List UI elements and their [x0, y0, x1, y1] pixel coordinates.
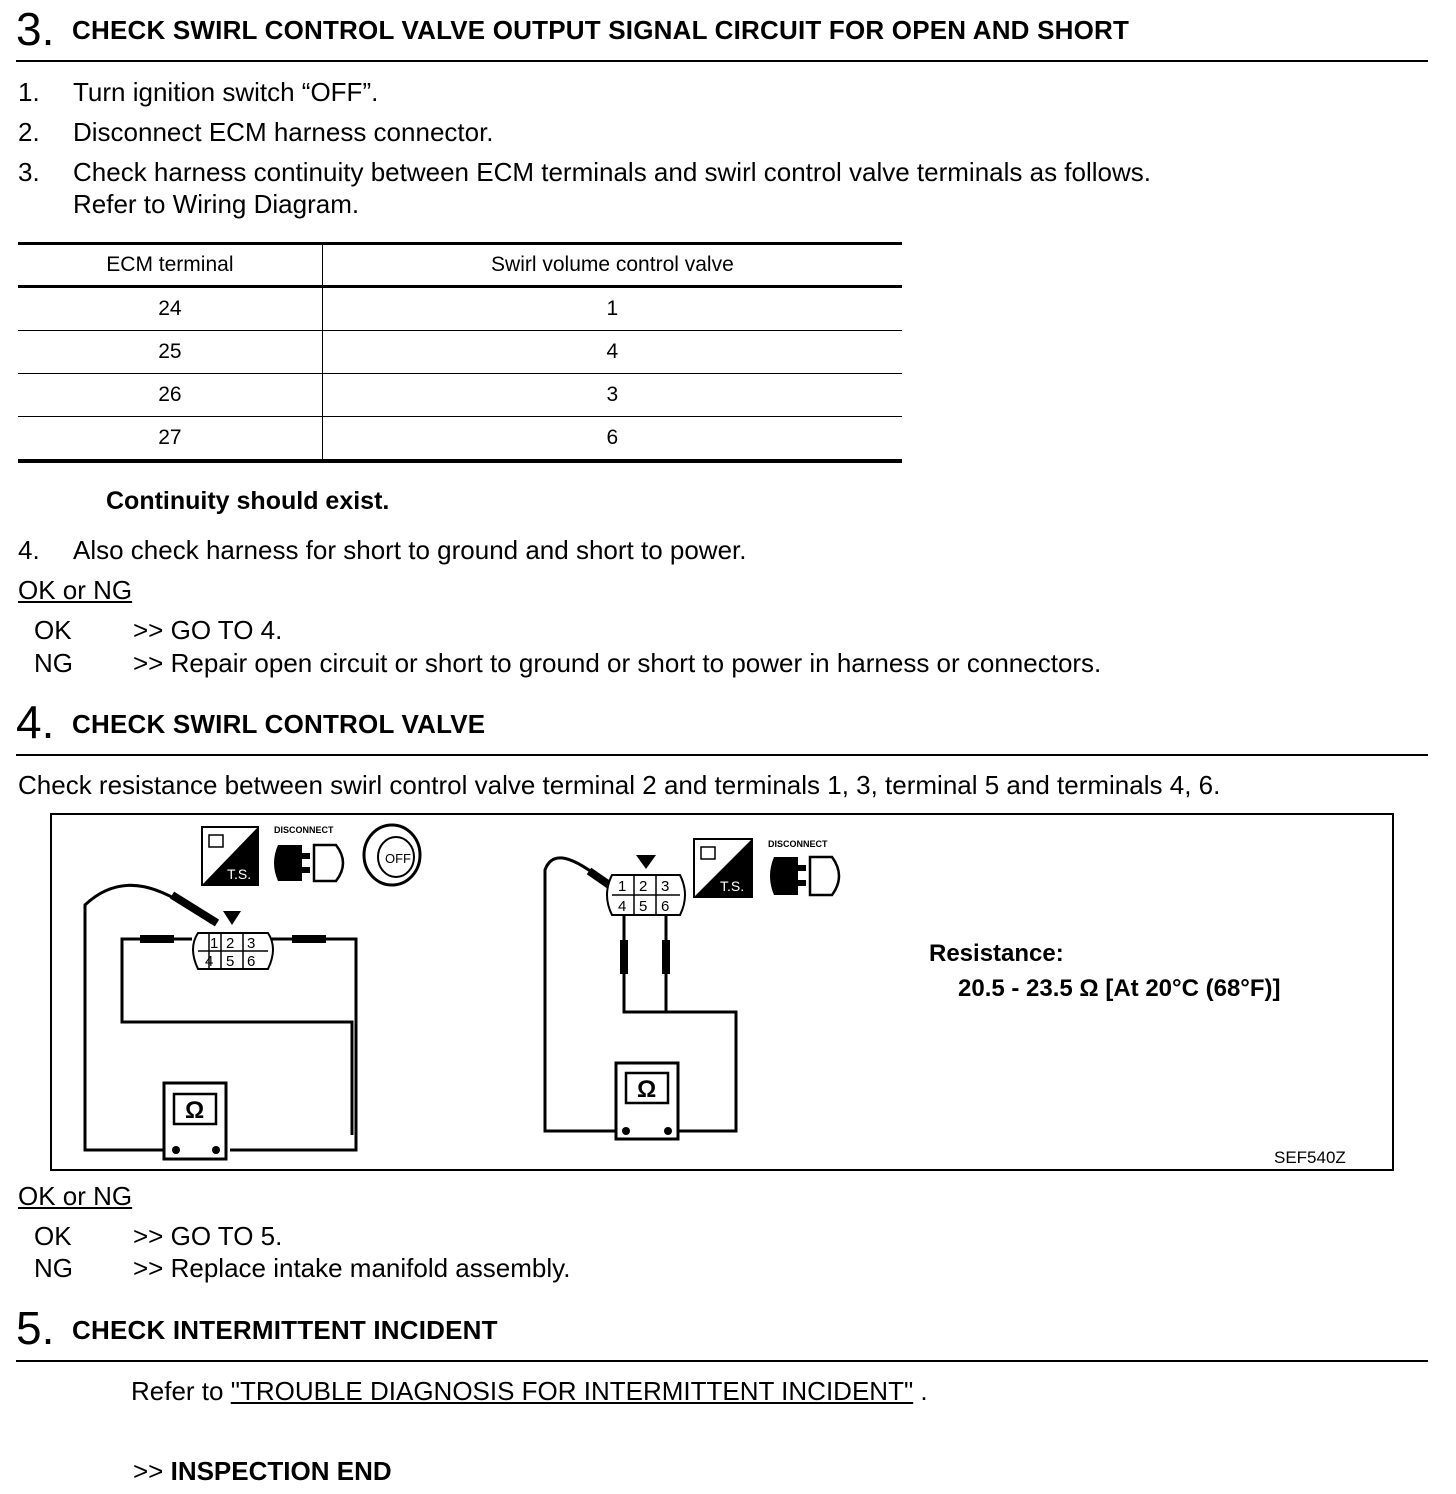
svg-text:3: 3 [247, 935, 256, 952]
resistance-label: Resistance: [929, 940, 1064, 967]
step4-divider [16, 754, 1428, 756]
step5-title: CHECK INTERMITTENT INCIDENT [72, 1315, 498, 1345]
test-station-icon [694, 839, 752, 897]
step3-ok-action[interactable]: >> GO TO 4. [133, 615, 283, 645]
step4-title: CHECK SWIRL CONTROL VALVE [72, 709, 486, 739]
continuity-note: Continuity should exist. [106, 487, 390, 515]
svg-text:2: 2 [639, 878, 648, 895]
step5-divider [16, 1360, 1428, 1362]
test-station-icon [202, 827, 258, 885]
table-row [18, 287, 902, 331]
step3-ng-label: NG [34, 648, 73, 678]
step3-ok-label: OK [34, 615, 72, 645]
step3-title: CHECK SWIRL CONTROL VALVE OUTPUT SIGNAL CIRCUIT FOR OPEN AND SHORT [72, 15, 1130, 45]
svg-text:1: 1 [210, 935, 219, 952]
resistance-value: 20.5 - 23.5 Ω [At 20°C (68°F)] [958, 975, 1281, 1002]
step4-result-heading: OK or NG [18, 1181, 133, 1211]
figure-id: SEF540Z [1274, 1148, 1346, 1167]
disconnect-icon [768, 839, 839, 895]
step3-item2-num: 2. [18, 117, 40, 147]
continuity-table [18, 242, 902, 463]
svg-text:DISCONNECT: DISCONNECT [274, 825, 334, 835]
svg-text:5: 5 [226, 953, 235, 970]
svg-text:1: 1 [618, 878, 627, 895]
step3-item4-text: Also check harness for short to ground and short to power. [73, 535, 747, 565]
end-prefix: >> [133, 1456, 171, 1486]
refer-prefix: Refer to [131, 1376, 231, 1406]
step3-result-heading: OK or NG [18, 575, 133, 605]
svg-text:6: 6 [661, 898, 670, 915]
swirl-valve-connector-right [607, 855, 685, 915]
step3-item3-text: Check harness continuity between ECM terminals and swirl control valve terminals as follows. [73, 157, 1151, 187]
step3-item2-text: Disconnect ECM harness connector. [73, 117, 494, 147]
table-cell: 25 [18, 331, 322, 374]
table-cell: 27 [18, 417, 322, 462]
ignition-off-icon [364, 825, 420, 885]
table-row [18, 374, 902, 417]
table-header-valve: Swirl volume control valve [322, 244, 902, 287]
intermittent-incident-link[interactable]: "TROUBLE DIAGNOSIS FOR INTERMITTENT INCIDENT" [230, 1376, 914, 1406]
svg-text:T.S.: T.S. [720, 878, 745, 894]
svg-text:Ω: Ω [185, 1097, 205, 1124]
table-cell: 4 [322, 331, 902, 374]
step3-item3-num: 3. [18, 157, 40, 187]
table-row [18, 417, 902, 462]
inspection-end-label: INSPECTION END [170, 1456, 392, 1486]
refer-suffix: . [913, 1376, 928, 1406]
step4-ok-label: OK [34, 1221, 72, 1251]
step3-divider [16, 60, 1428, 62]
step5-refer [131, 1376, 928, 1407]
svg-text:6: 6 [247, 953, 256, 970]
step3-number: 3. [16, 3, 55, 55]
svg-text:DISCONNECT: DISCONNECT [768, 839, 828, 849]
step3-item3-text2: Refer to Wiring Diagram. [73, 189, 360, 219]
step3-item4-num: 4. [18, 535, 40, 565]
table-header-row [18, 244, 902, 287]
ohmmeter-left [164, 1083, 226, 1159]
svg-text:5: 5 [639, 898, 648, 915]
svg-text:4: 4 [205, 953, 214, 970]
table-cell: 24 [18, 287, 322, 331]
svg-text:Ω: Ω [637, 1076, 657, 1103]
step3-item1-num: 1. [18, 77, 40, 107]
step4-ok-action[interactable]: >> GO TO 5. [133, 1221, 283, 1251]
disconnect-icon [274, 825, 343, 881]
step3-ng-action: >> Repair open circuit or short to ground or short to power in harness or connectors. [133, 648, 1102, 678]
table-row [18, 331, 902, 374]
svg-text:3: 3 [661, 878, 670, 895]
svg-text:2: 2 [226, 935, 235, 952]
step5-number: 5. [16, 1302, 55, 1354]
svg-text:T.S.: T.S. [227, 866, 252, 882]
svg-text:4: 4 [618, 898, 627, 915]
ohmmeter-right [616, 1063, 678, 1139]
probe-tip [172, 895, 217, 923]
table-cell: 26 [18, 374, 322, 417]
table-header-ecm: ECM terminal [18, 244, 322, 287]
inspection-end [133, 1456, 392, 1487]
step3-item1-text: Turn ignition switch “OFF”. [73, 77, 379, 107]
step4-instruction: Check resistance between swirl control valve terminal 2 and terminals 1, 3, terminal 5 and terminals 4, 6. [18, 770, 1221, 800]
step4-ng-action: >> Replace intake manifold assembly. [133, 1253, 571, 1283]
table-cell: 1 [322, 287, 902, 331]
step4-ng-label: NG [34, 1253, 73, 1283]
resistance-check-diagram [50, 813, 1394, 1171]
table-cell: 3 [322, 374, 902, 417]
step4-number: 4. [16, 696, 55, 748]
table-cell: 6 [322, 417, 902, 462]
svg-text:OFF: OFF [385, 851, 411, 866]
